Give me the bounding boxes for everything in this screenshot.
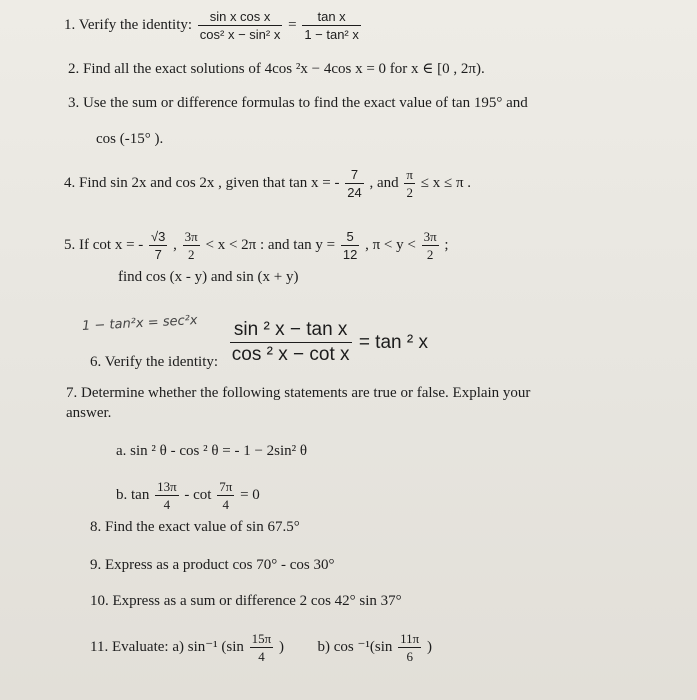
question-5: [64, 228, 449, 263]
q11a-fraction: [250, 630, 274, 665]
question-5-line-2: find cos (x - y) and sin (x + y): [118, 269, 299, 285]
q1-lhs-fraction: [198, 8, 283, 43]
q7b-numerator-1: 13π: [157, 479, 177, 494]
question-6: [90, 318, 428, 370]
q4-pi-fraction: [404, 166, 415, 201]
q11a-end: ): [278, 638, 284, 655]
q6-rhs: = tan ² x: [358, 331, 428, 353]
q5-mid2: , π < y <: [365, 236, 416, 253]
question-2: 2. Find all the exact solutions of 4cos ²x − 4cos x = 0 for x ∈ [0 , 2π).: [68, 61, 485, 77]
q6-prefix: 6. Verify the identity:: [90, 353, 219, 370]
q7b-numerator-2: 7π: [219, 479, 233, 494]
q4-tan-fraction: [345, 166, 363, 201]
q4-prefix: 4. Find sin 2x and cos 2x , given that tan x = -: [64, 174, 340, 191]
question-7-line-2: answer.: [66, 405, 112, 421]
q7b-denominator-2: 4: [222, 497, 230, 512]
q5-upper-bound-denominator: 2: [426, 247, 434, 262]
question-11: [90, 630, 432, 665]
q6-fraction: [230, 318, 352, 367]
q11b-prefix: b) cos ⁻¹(sin: [317, 638, 393, 655]
q11a-denominator: 4: [258, 649, 265, 664]
q4-pi-denominator: 2: [406, 185, 413, 200]
question-3-line-2: cos (-15° ).: [96, 131, 164, 147]
q6-equation: [228, 319, 428, 365]
q11a-numerator: 15π: [251, 631, 272, 646]
q1-rhs-numerator: tan x: [302, 8, 361, 26]
q11b-denominator: 6: [406, 649, 413, 664]
q7b-fraction-2: [217, 478, 234, 513]
q5-end: ;: [444, 236, 449, 253]
question-7-line-1: 7. Determine whether the following statements are true or false. Explain your: [66, 385, 531, 401]
question-7b: [116, 478, 260, 513]
q4-suffix: ≤ x ≤ π .: [420, 174, 472, 191]
q5-upper-bound-numerator: 3π: [423, 229, 437, 244]
q7b-fraction-1: [155, 478, 179, 513]
q5-tan-numerator: 5: [341, 228, 359, 246]
q7b-prefix: b. tan: [116, 486, 150, 503]
q5-cot-denominator: 7: [154, 247, 162, 262]
q11b-end: ): [426, 638, 432, 655]
q5-lower-bound-numerator: 3π: [184, 229, 198, 244]
q7b-mid: - cot: [184, 486, 212, 503]
q1-lhs-denominator: cos² x − sin² x: [199, 27, 281, 42]
q5-prefix: 5. If cot x = -: [64, 236, 144, 253]
q1-rhs-fraction: [302, 8, 361, 43]
q5-cot-fraction: [149, 228, 167, 263]
q7b-denominator-1: 4: [163, 497, 171, 512]
question-10: 10. Express as a sum or difference 2 cos 42° sin 37°: [90, 593, 402, 609]
q5-mid: < x < 2π : and tan y =: [205, 236, 336, 253]
q4-tan-numerator: 7: [345, 166, 363, 184]
q6-numerator: sin ² x − tan x: [230, 318, 352, 343]
q6-denominator: cos ² x − cot x: [231, 344, 350, 365]
q11b-numerator: 11π: [400, 631, 420, 646]
q7b-end: = 0: [240, 486, 260, 503]
question-1: [64, 8, 363, 43]
question-7a: a. sin ² θ - cos ² θ = - 1 − 2sin² θ: [116, 443, 308, 459]
q5-tan-fraction: [341, 228, 359, 263]
question-4: [64, 166, 471, 201]
q5-lower-bound-fraction: [183, 228, 200, 263]
q4-mid: , and: [369, 174, 399, 191]
q1-equals: =: [288, 16, 297, 33]
q5-sep: ,: [173, 236, 177, 253]
q5-upper-bound-fraction: [422, 228, 439, 263]
handwritten-note: 1 − tan²x = sec²x: [81, 312, 198, 335]
q5-lower-bound-denominator: 2: [187, 247, 195, 262]
question-9: 9. Express as a product cos 70° - cos 30°: [90, 557, 335, 573]
q4-pi-numerator: π: [406, 167, 413, 182]
q4-tan-denominator: 24: [347, 185, 362, 200]
q5-tan-denominator: 12: [342, 247, 358, 262]
q11b-fraction: [398, 630, 421, 665]
q5-cot-numerator: √3: [151, 229, 166, 244]
question-8: 8. Find the exact value of sin 67.5°: [90, 519, 300, 535]
q11-prefix: 11. Evaluate: a) sin⁻¹ (sin: [90, 638, 244, 655]
q1-lhs-numerator: sin x cos x: [198, 8, 283, 26]
q1-prefix: 1. Verify the identity:: [64, 16, 193, 33]
q1-rhs-denominator: 1 − tan² x: [304, 27, 359, 42]
question-3-line-1: 3. Use the sum or difference formulas to find the exact value of tan 195° and: [68, 95, 528, 111]
